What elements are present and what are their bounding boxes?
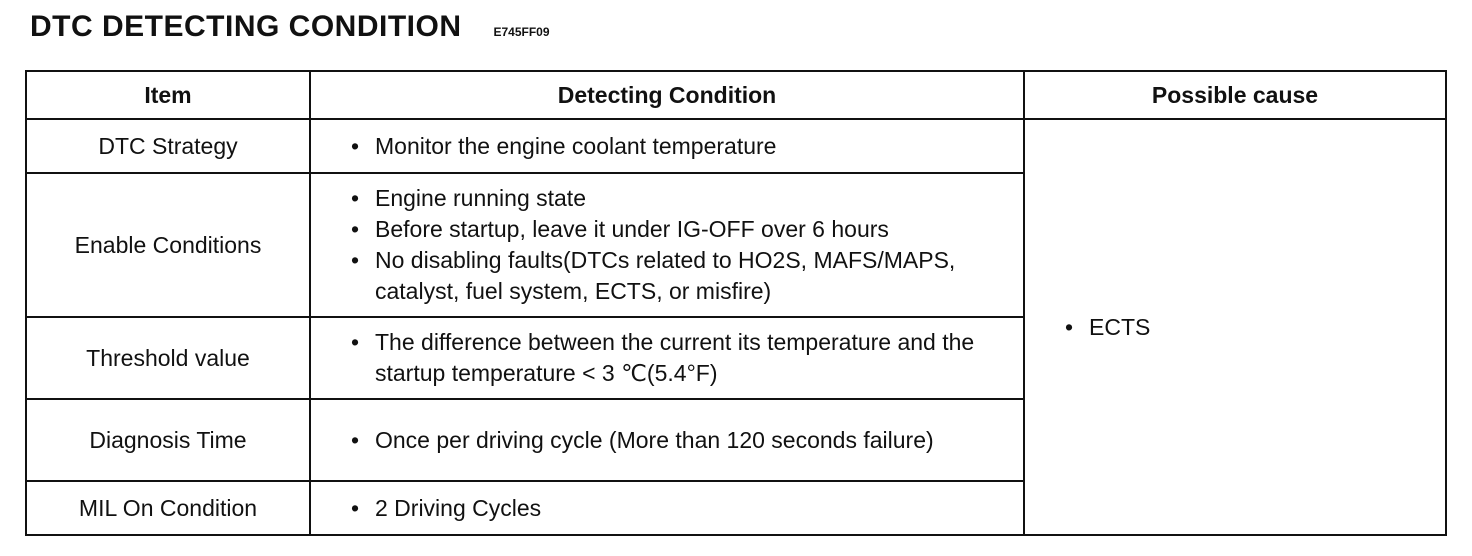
page-heading [30, 10, 550, 44]
item-cell: DTC Strategy [26, 119, 310, 173]
condition-item: • 2 Driving Cycles [351, 493, 1013, 524]
condition-item: • Once per driving cycle (More than 120 seconds failure) [351, 425, 1013, 456]
cause-item: • ECTS [1065, 312, 1445, 343]
condition-cell [310, 317, 1024, 399]
table-row [26, 119, 1446, 173]
possible-cause-cell [1024, 119, 1446, 535]
condition-item: • Monitor the engine coolant temperature [351, 131, 1013, 162]
cause-list [1065, 312, 1445, 343]
condition-cell [310, 173, 1024, 317]
item-cell: Threshold value [26, 317, 310, 399]
table-header-row [26, 71, 1446, 119]
item-cell: Enable Conditions [26, 173, 310, 317]
condition-list [351, 131, 1013, 162]
condition-list [351, 183, 1013, 307]
condition-cell [310, 481, 1024, 535]
condition-item: • Engine running state [351, 183, 1013, 214]
header-detecting-condition: Detecting Condition [310, 71, 1024, 119]
condition-list [351, 425, 1013, 456]
condition-item: • The difference between the current its temperature and the startup temperature < 3 ℃(5.4°F) [351, 327, 1013, 389]
dtc-condition-table [25, 70, 1447, 536]
condition-item: • Before startup, leave it under IG-OFF over 6 hours [351, 214, 1013, 245]
condition-list [351, 493, 1013, 524]
condition-cell [310, 399, 1024, 481]
header-item: Item [26, 71, 310, 119]
condition-item: • No disabling faults(DTCs related to HO2S, MAFS/MAPS, catalyst, fuel system, ECTS, or misfire) [351, 245, 1013, 307]
item-cell: Diagnosis Time [26, 399, 310, 481]
condition-list [351, 327, 1013, 389]
header-possible-cause: Possible cause [1024, 71, 1446, 119]
condition-cell [310, 119, 1024, 173]
item-cell: MIL On Condition [26, 481, 310, 535]
document-code: E745FF09 [493, 25, 550, 39]
page-title: DTC DETECTING CONDITION [30, 10, 462, 43]
